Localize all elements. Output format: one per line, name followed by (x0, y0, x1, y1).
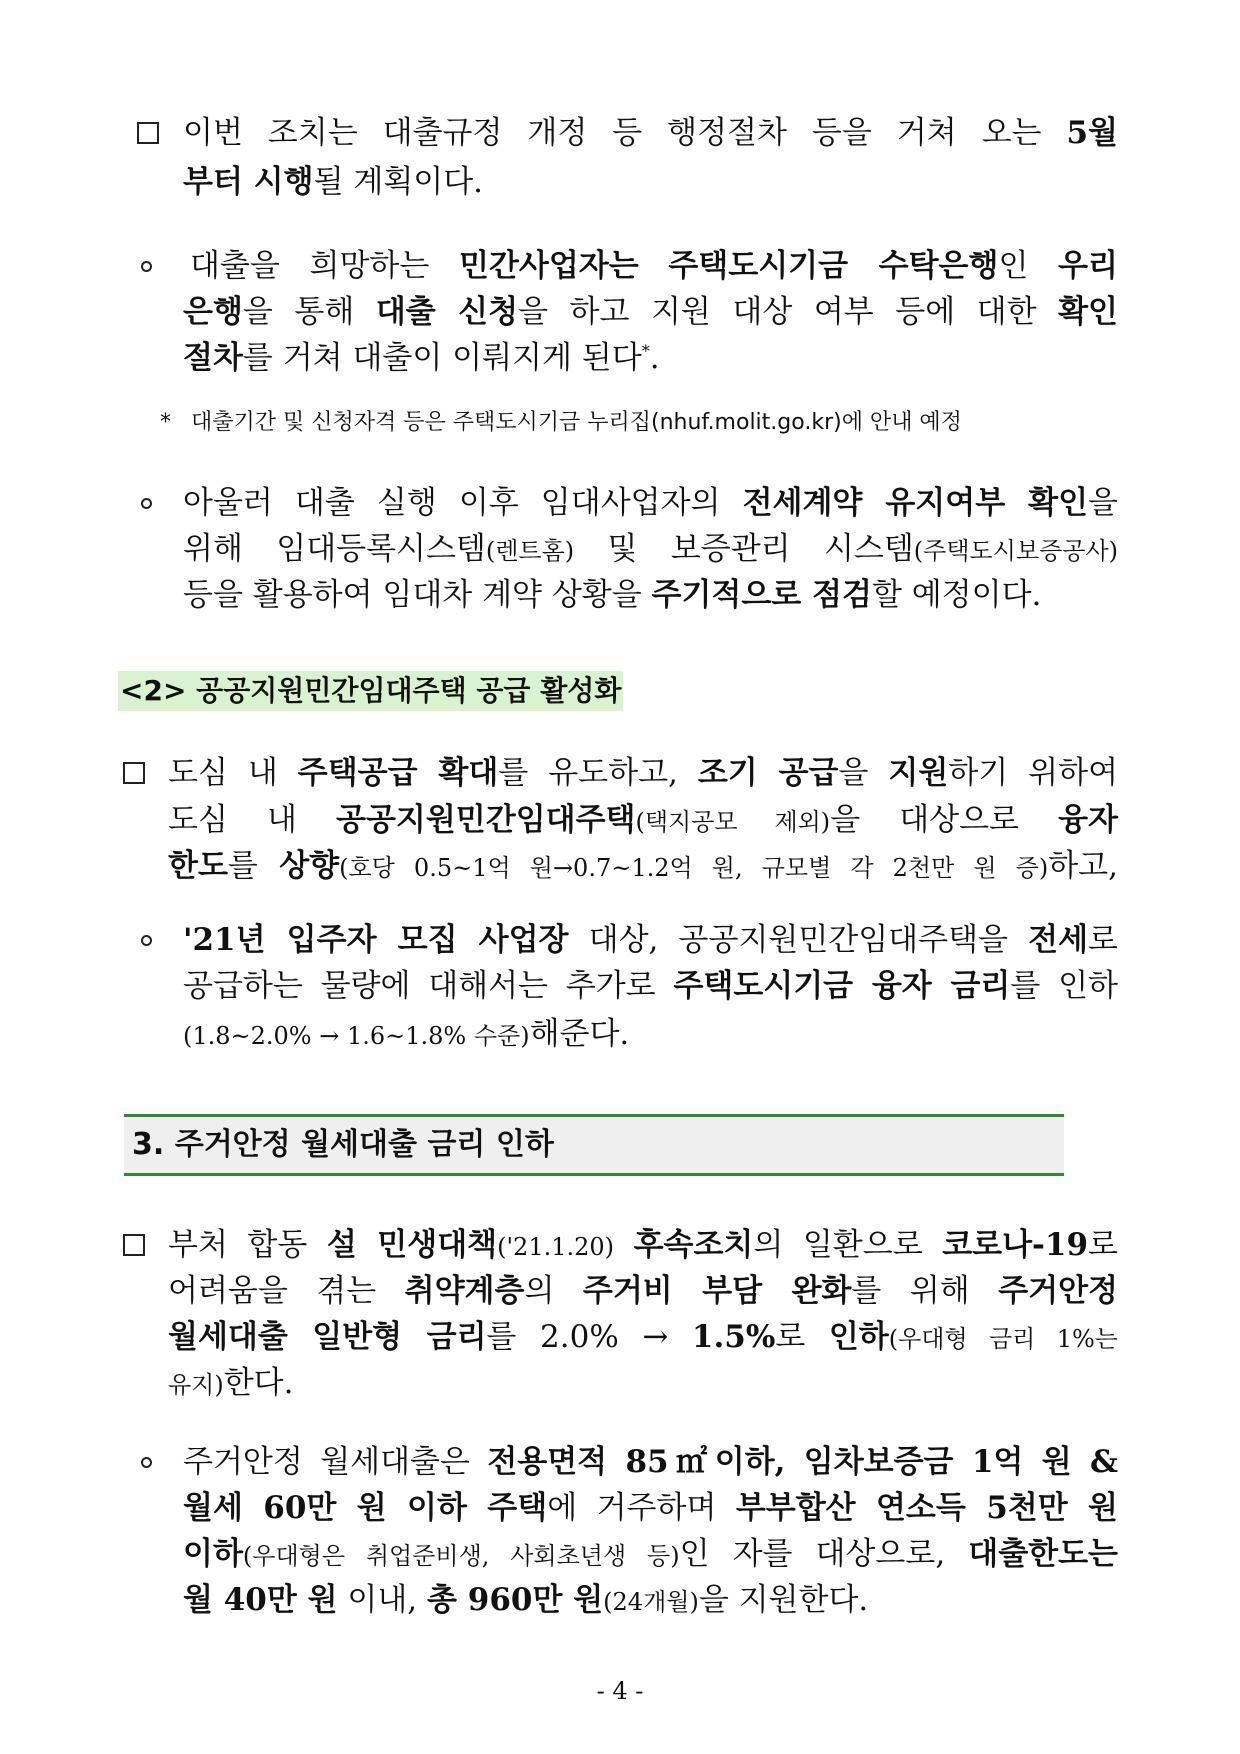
text-line: 부처 합동 설 민생대책('21.1.20) 후속조치의 일환으로 코로나-19로 (168, 1227, 1118, 1263)
sub-heading: <2> 공공지원민간임대주택 공급 활성화 (118, 671, 623, 711)
text-line: (1.8~2.0% → 1.6~1.8% 수준)해준다. (183, 1016, 630, 1052)
footnote: * 대출기간 및 신청자격 등은 주택도시기금 누리집(nhuf.molit.go.kr)에 안내 예정 (160, 410, 962, 435)
text-line: 아울러 대출 실행 이후 임대사업자의 전세계약 유지여부 확인을 (183, 485, 1118, 521)
text-line: 도심 내 주택공급 확대를 유도하고, 조기 공급을 지원하기 위하여 (168, 755, 1119, 791)
text-line: 월세 60만 원 이하 주택에 거주하며 부부합산 연소득 5천만 원 (183, 1490, 1118, 1526)
text-line: 은행을 통해 대출 신청을 하고 지원 대상 여부 등에 대한 확인 (183, 294, 1119, 330)
checkbox-bullet-icon (123, 762, 145, 784)
text-line: 공급하는 물량에 대해서는 추가로 주택도시기금 융자 금리를 인하 (183, 968, 1118, 1004)
text-line: 이하(우대형은 취업준비생, 사회초년생 등)인 자를 대상으로, 대출한도는 (183, 1536, 1118, 1572)
text-line: 어려움을 겪는 취약계층의 주거비 부담 완화를 위해 주거안정 (168, 1273, 1118, 1309)
section-title: 3. 주거안정 월세대출 금리 인하 (132, 1127, 554, 1162)
text-line: 대출을 희망하는 민간사업자는 주택도시기금 수탁은행인 우리 (190, 248, 1118, 284)
checkbox-bullet-icon (123, 1234, 145, 1256)
circle-bullet-icon (141, 1457, 152, 1468)
text-line: 주거안정 월세대출은 전용면적 85㎡이하, 임차보증금 1억 원 & (183, 1444, 1118, 1480)
text-line: 위해 임대등록시스템(렌트홈) 및 보증관리 시스템(주택도시보증공사) (183, 531, 1118, 567)
text-line: '21년 입주자 모집 사업장 대상, 공공지원민간임대주택을 전세로 (183, 922, 1118, 958)
page-number: - 4 - (596, 1677, 644, 1705)
circle-bullet-icon (141, 935, 152, 946)
text-line: 절차를 거쳐 대출이 이뤄지게 된다*. (183, 340, 660, 376)
text-line: 도심 내 공공지원민간임대주택(택지공모 제외)을 대상으로 융자 (168, 802, 1118, 838)
text-line: 한도를 상향(호당 0.5~1억 원→0.7~1.2억 원, 규모별 각 2천만 원 증)하고, (168, 848, 1118, 884)
circle-bullet-icon (141, 498, 152, 509)
checkbox-bullet-icon (137, 122, 159, 144)
text-line: 등을 활용하여 임대차 계약 상황을 주기적으로 점검할 예정이다. (183, 577, 1042, 613)
circle-bullet-icon (141, 261, 152, 272)
text-line: 월세대출 일반형 금리를 2.0% → 1.5%로 인하(우대형 금리 1%는 (168, 1319, 1118, 1355)
text-line: 월 40만 원 이내, 총 960만 원(24개월)을 지원한다. (183, 1582, 869, 1618)
text-line: 이번 조치는 대출규정 개정 등 행정절차 등을 거쳐 오는 5월 (183, 115, 1118, 151)
section-heading-box (124, 1114, 1064, 1176)
text-line: 유지)한다. (168, 1365, 294, 1401)
text-line: 부터 시행될 계획이다. (183, 164, 484, 200)
